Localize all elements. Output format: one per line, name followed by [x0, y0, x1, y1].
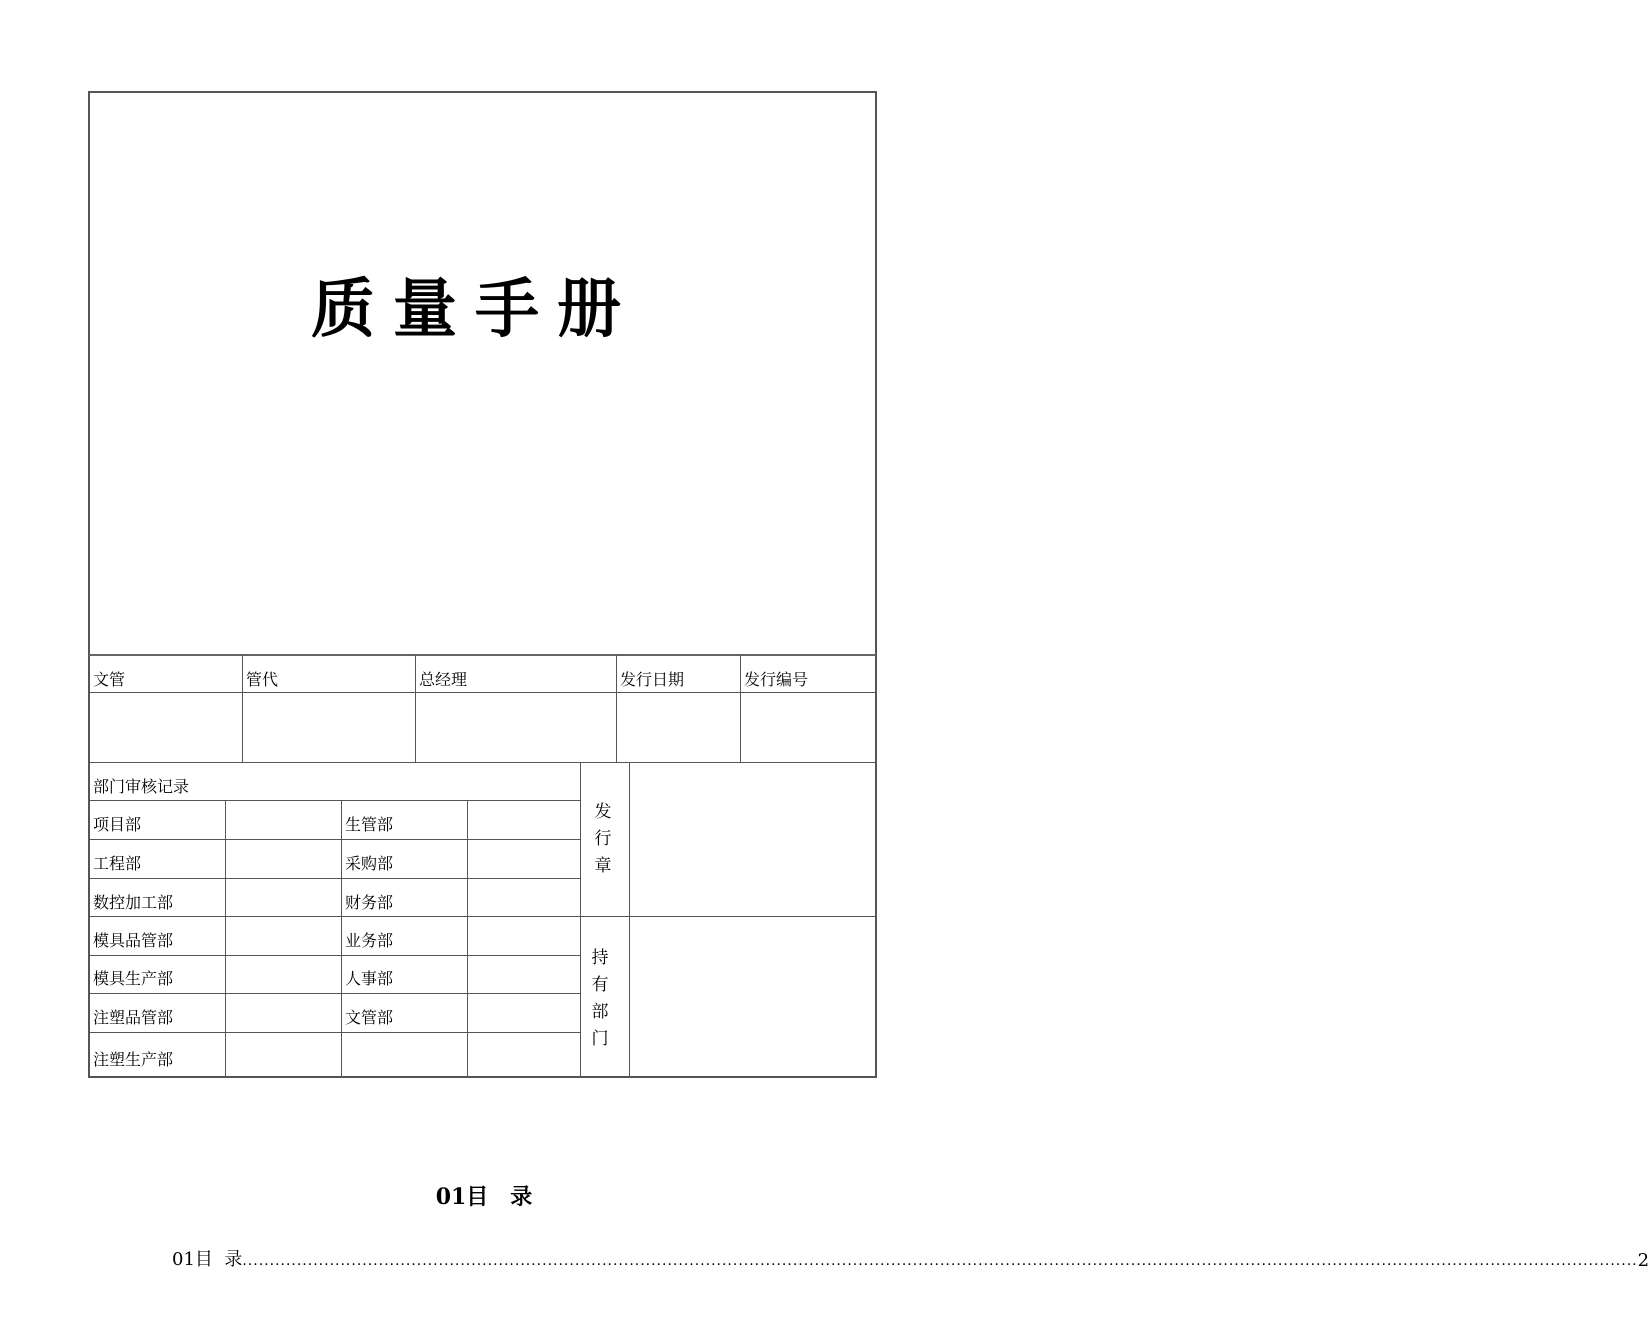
- review-dept-right: 财务部: [345, 893, 394, 912]
- issue-seal-char: 发: [594, 802, 612, 822]
- approval-header-guandai: 管代: [246, 670, 279, 689]
- toc-leader-dots: ................................................................................................................................................................................................................................................................: [242, 1253, 1638, 1269]
- review-dept-left: 工程部: [93, 854, 142, 873]
- review-dept-left: 项目部: [93, 815, 142, 834]
- issue-seal-char: 行: [594, 829, 612, 849]
- approval-header-divider: [89, 692, 876, 693]
- review-dept-right: 文管部: [345, 1008, 394, 1027]
- approval-header-issue-date: 发行日期: [620, 670, 685, 689]
- review-col-divider: [341, 800, 342, 1076]
- review-col-divider: [629, 762, 630, 1076]
- review-dept-left: 模具品管部: [93, 931, 174, 950]
- review-col-divider: [580, 762, 581, 1076]
- toc-entry[interactable]: [172, 1245, 1649, 1271]
- review-col-divider: [467, 800, 468, 1076]
- holding-dept-char: 门: [591, 1029, 609, 1049]
- review-section-divider: [89, 916, 876, 917]
- review-dept-right: 业务部: [345, 931, 394, 950]
- review-dept-right: 人事部: [345, 969, 394, 988]
- cover-frame: [88, 91, 877, 1078]
- approval-header-general-manager: 总经理: [419, 670, 468, 689]
- toc-entry-title: 01目 录: [172, 1249, 243, 1270]
- review-dept-left: 模具生产部: [93, 969, 174, 988]
- approval-col-divider: [415, 655, 416, 762]
- approval-header-issue-number: 发行编号: [744, 670, 809, 689]
- holding-dept-char: 持: [591, 948, 609, 968]
- holding-dept-label: [588, 945, 612, 1053]
- cover-title: 质量手册: [311, 273, 639, 347]
- approval-col-divider: [740, 655, 741, 762]
- approval-top-border: [89, 654, 876, 656]
- review-dept-left: 数控加工部: [93, 893, 174, 912]
- review-dept-right: 采购部: [345, 854, 394, 873]
- review-row-divider: [89, 955, 580, 956]
- approval-bottom-border: [89, 762, 876, 763]
- review-row-divider: [89, 839, 580, 840]
- approval-header-wenguan: 文管: [93, 670, 126, 689]
- issue-seal-char: 章: [594, 856, 612, 876]
- approval-col-divider: [616, 655, 617, 762]
- toc-entry-page: 2: [1637, 1250, 1649, 1271]
- issue-seal-label: [591, 799, 615, 880]
- holding-dept-char: 部: [591, 1002, 609, 1022]
- approval-col-divider: [242, 655, 243, 762]
- holding-dept-char: 有: [591, 975, 609, 995]
- review-col-divider: [225, 800, 226, 1076]
- review-row-divider: [89, 993, 580, 994]
- review-row-divider: [89, 1032, 580, 1033]
- review-dept-right: 生管部: [345, 815, 394, 834]
- toc-heading: 01目 录: [435, 1184, 533, 1210]
- review-dept-left: 注塑生产部: [93, 1050, 174, 1069]
- review-row-divider: [89, 878, 580, 879]
- review-row-divider: [89, 800, 580, 801]
- review-dept-left: 注塑品管部: [93, 1008, 174, 1027]
- review-heading: 部门审核记录: [93, 777, 190, 796]
